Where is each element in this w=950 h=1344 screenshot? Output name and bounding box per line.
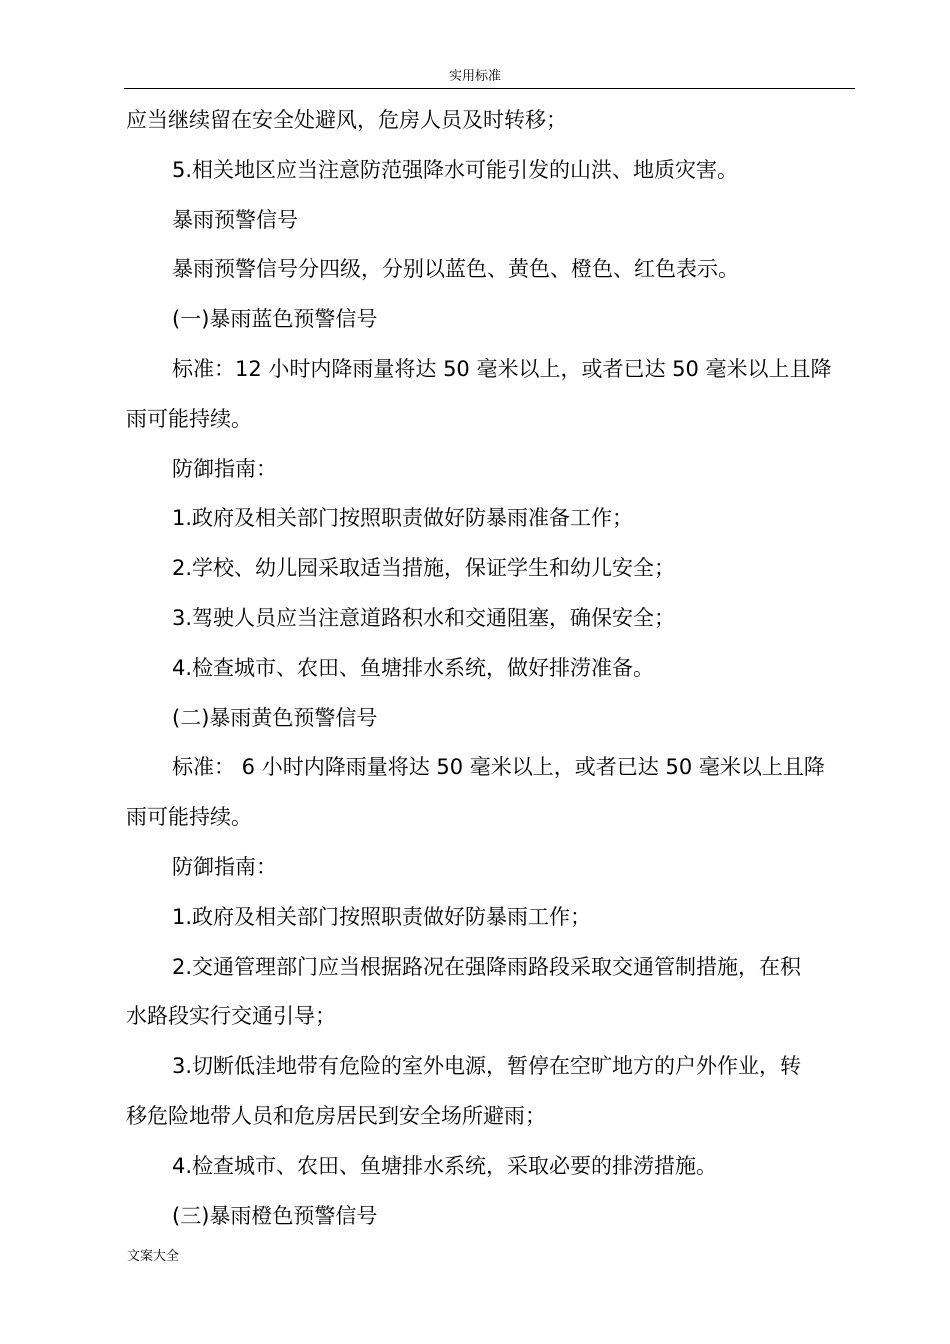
list-item: 4.检查城市、农田、鱼塘排水系统，做好排涝准备。 — [172, 655, 655, 680]
paragraph-line: 雨可能持续。 — [126, 406, 252, 431]
header-divider — [124, 88, 855, 89]
paragraph-line: 暴雨预警信号分四级，分别以蓝色、黄色、橙色、红色表示。 — [172, 257, 739, 282]
paragraph-line: 水路段实行交通引导； — [126, 1004, 336, 1029]
list-item: 3.驾驶人员应当注意道路积水和交通阻塞，确保安全； — [172, 605, 676, 630]
paragraph-line: 移危险地带人员和危房居民到安全场所避雨； — [126, 1103, 546, 1128]
paragraph-line: 标准： 6 小时内降雨量将达 50 毫米以上，或者已达 50 毫米以上且降 — [172, 755, 825, 780]
paragraph-line: 应当继续留在安全处避风，危房人员及时转移； — [126, 108, 567, 132]
paragraph-line: 防御指南： — [172, 854, 277, 879]
list-item: 2.学校、幼儿园采取适当措施，保证学生和幼儿安全； — [172, 556, 676, 581]
paragraph-line: 雨可能持续。 — [126, 805, 252, 830]
list-item: 2.交通管理部门应当根据路况在强降雨路段采取交通管制措施，在积 — [172, 954, 802, 979]
section-heading: (一)暴雨蓝色预警信号 — [172, 307, 378, 332]
document-body — [126, 96, 854, 1241]
page-footer: 文案大全 — [127, 1249, 180, 1264]
paragraph-line: 防御指南： — [172, 456, 277, 481]
list-item: 1.政府及相关部门按照职责做好防暴雨准备工作； — [172, 506, 634, 531]
page-header: 实用标准 — [448, 69, 501, 84]
section-heading: (三)暴雨橙色预警信号 — [172, 1203, 378, 1228]
paragraph-line: 标准：12 小时内降雨量将达 50 毫米以上，或者已达 50 毫米以上且降 — [172, 356, 832, 381]
list-item: 3.切断低洼地带有危险的室外电源，暂停在空旷地方的户外作业，转 — [172, 1054, 802, 1079]
list-item: 1.政府及相关部门按照职责做好防暴雨工作； — [172, 904, 592, 929]
list-item: 4.检查城市、农田、鱼塘排水系统，采取必要的排涝措施。 — [172, 1153, 718, 1178]
section-heading: 暴雨预警信号 — [172, 207, 298, 232]
paragraph-line: 5.相关地区应当注意防范强降水可能引发的山洪、地质灾害。 — [172, 157, 739, 182]
section-heading: (二)暴雨黄色预警信号 — [172, 705, 378, 730]
